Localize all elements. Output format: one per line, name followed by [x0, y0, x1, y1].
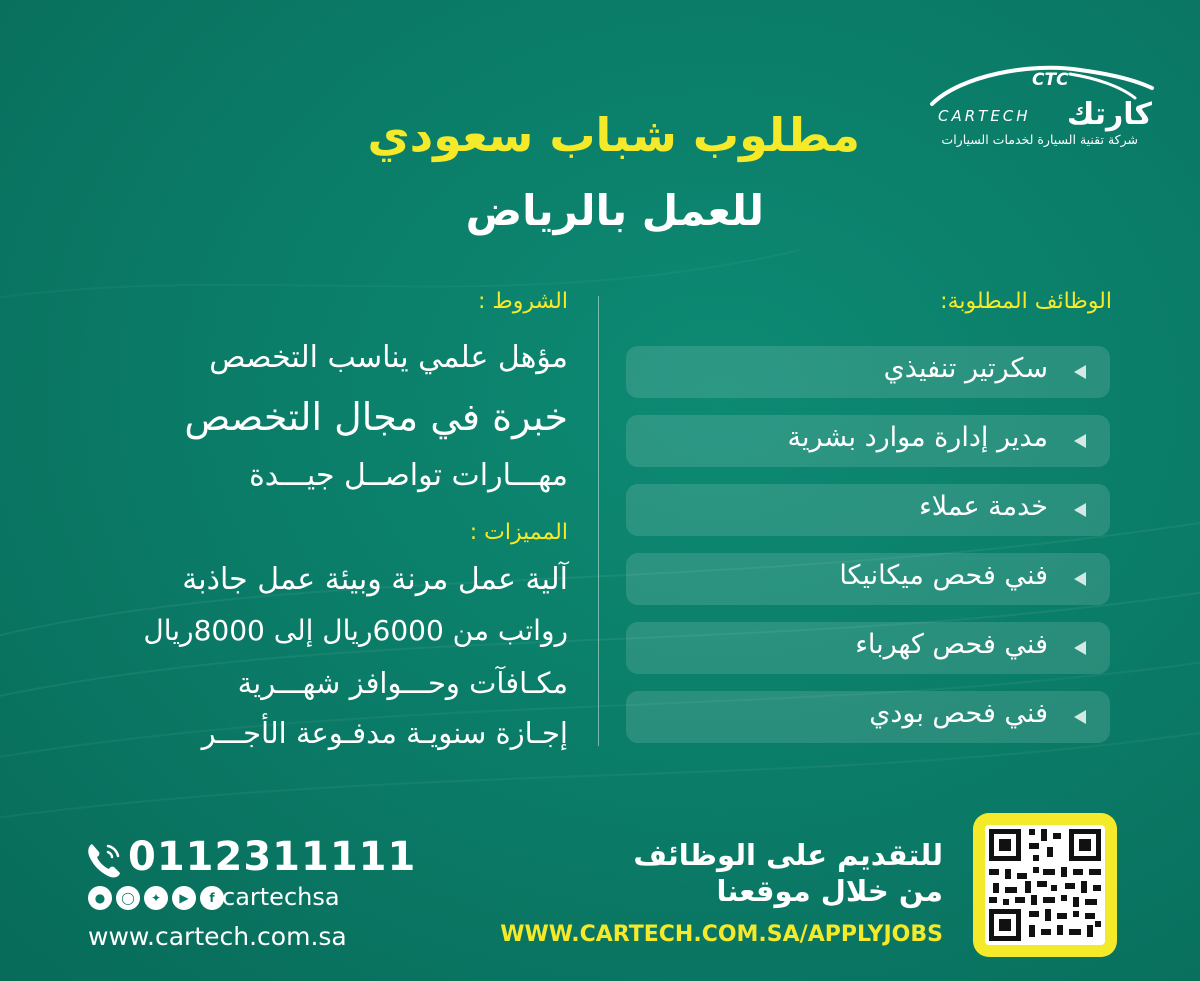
job-label: فني فحص ميكانيكا — [839, 560, 1048, 591]
condition-item: خبرة في مجال التخصص — [184, 395, 568, 439]
qr-code-inner — [985, 825, 1105, 945]
youtube-icon: ▶ — [172, 886, 196, 910]
triangle-bullet-icon — [1074, 434, 1086, 448]
logo-english-name: CARTECH — [938, 107, 1031, 125]
feature-item: رواتب من 6000ريال إلى 8000ريال — [143, 614, 568, 647]
qr-code[interactable] — [973, 813, 1117, 957]
feature-item: آلية عمل مرنة وبيئة عمل جاذبة — [182, 562, 568, 597]
job-label: مدير إدارة موارد بشرية — [787, 422, 1048, 453]
conditions-heading: الشروط : — [478, 289, 568, 314]
condition-item: مؤهل علمي يناسب التخصص — [209, 340, 568, 375]
triangle-bullet-icon — [1074, 503, 1086, 517]
triangle-bullet-icon — [1074, 710, 1086, 724]
job-label: فني فحص بودي — [869, 698, 1048, 729]
job-label: فني فحص كهرباء — [855, 629, 1048, 660]
condition-item: مهـــارات تواصــل جيـــدة — [249, 458, 568, 493]
phone-number: 0112311111 — [128, 834, 417, 880]
triangle-bullet-icon — [1074, 572, 1086, 586]
feature-item: إجـازة سنويـة مدفـوعة الأجـــر — [201, 716, 568, 750]
twitter-icon: ✦ — [144, 886, 168, 910]
apply-text-line2: من خلال موقعنا — [716, 874, 943, 908]
job-item — [626, 346, 1110, 398]
job-item — [626, 622, 1110, 674]
apply-text-line1: للتقديم على الوظائف — [633, 838, 943, 872]
logo-arabic-name: كارتك — [1066, 97, 1152, 132]
job-label: سكرتير تنفيذي — [883, 353, 1048, 384]
triangle-bullet-icon — [1074, 641, 1086, 655]
job-label: خدمة عملاء — [919, 491, 1048, 522]
job-item — [626, 553, 1110, 605]
page-subtitle: للعمل بالرياض — [465, 186, 764, 235]
job-item — [626, 484, 1110, 536]
facebook-icon: f — [200, 886, 224, 910]
phone-icon — [84, 838, 124, 882]
feature-item: مكـافآت وحـــوافز شهـــرية — [237, 666, 568, 700]
website-link[interactable]: www.cartech.com.sa — [88, 922, 347, 951]
snapchat-icon: ● — [88, 886, 112, 910]
qr-code-pattern-icon — [985, 825, 1105, 945]
apply-url-link[interactable]: WWW.CARTECH.COM.SA/APPLYJOBS — [500, 922, 943, 947]
page-title: مطلوب شباب سعودي — [367, 108, 860, 162]
logo-subtitle: شركة تقنية السيارة لخدمات السيارات — [941, 132, 1138, 147]
logo-ctc-mark: CTC — [1032, 70, 1069, 90]
job-item — [626, 691, 1110, 743]
triangle-bullet-icon — [1074, 365, 1086, 379]
features-heading: المميزات : — [469, 520, 568, 545]
column-divider — [598, 296, 599, 746]
jobs-heading: الوظائف المطلوبة: — [940, 289, 1112, 314]
social-handle: cartechsa — [222, 883, 340, 911]
job-item — [626, 415, 1110, 467]
instagram-icon: ◯ — [116, 886, 140, 910]
